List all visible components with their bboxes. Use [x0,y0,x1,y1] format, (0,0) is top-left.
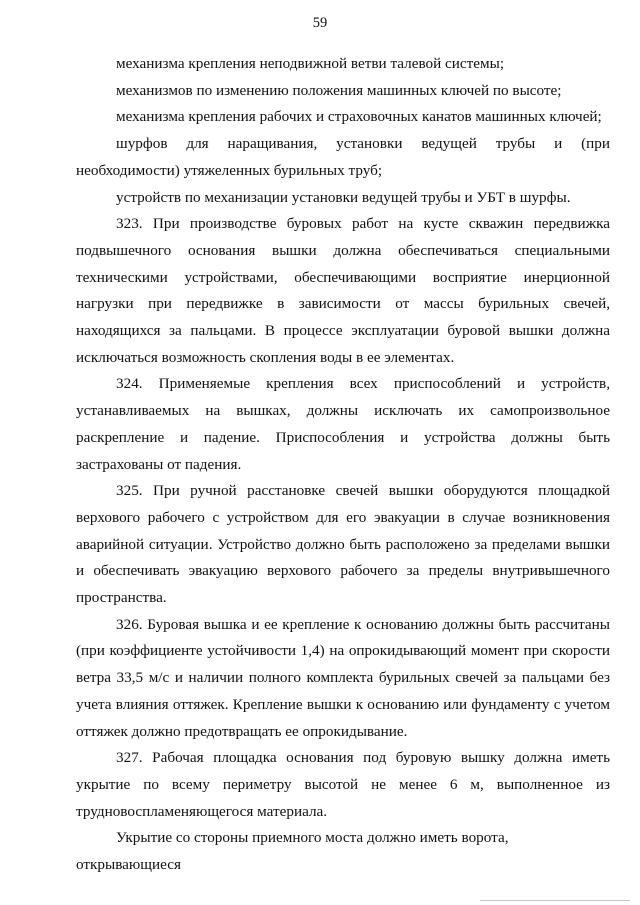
paragraph-clause-323: 323. При производстве буровых работ на кусте скважин передвижка подвышечного основания вышки должна обеспечиваться специальными техническими устройствами, обеспечивающими восприятие инерционной нагрузки при передвижке в зависимости от массы бурильных свечей, находящихся за пальцами. В процессе эксплуатации буровой вышки должна исключаться возможность скопления воды в ее элементах. [76,215,610,366]
paragraph-list-item-2: механизмов по изменению положения машинных ключей по высоте; [116,81,562,99]
paragraph-list-item-4: шурфов для наращивания, установки ведущей трубы и (при необходимости) утяжеленных бурильных труб; [76,135,610,179]
paragraph-clause-326: 326. Буровая вышка и ее крепление к основанию должны быть рассчитаны (при коэффициенте устойчивости 1,4) на опрокидывающий момент при скорости ветра 33,5 м/с и наличии полного комплекта бурильных свечей за пальцами без учета влияния оттяжек. Крепление вышки к основанию или фундаменту с учетом оттяжек должно предотвращать ее опрокидывание. [76,615,610,740]
document-body [76,51,610,879]
paragraph-clause-325: 325. При ручной расстановке свечей вышки оборудуются площадкой верхового рабочего с устройством для его эвакуации в случае возникновения аварийной ситуации. Устройство должно быть расположено за пределами вышки и обеспечивать эвакуацию верхового рабочего за пределы внутривышечного пространства. [76,482,610,607]
page-number: 59 [312,15,328,31]
paragraph-clause-324: 324. Применяемые крепления всех приспособлений и устройств, устанавливаемых на вышках, должны исключать их самопроизвольное раскрепление и падение. Приспособления и устройства должны быть застрахованы от падения. [76,375,610,473]
paragraph-list-item-1: механизма крепления неподвижной ветви талевой системы; [116,55,505,72]
paragraph-list-item-5: устройств по механизации установки ведущей трубы и УБТ в шурфы. [116,188,571,206]
paragraph-clause-327: 327. Рабочая площадка основания под буровую вышку должна иметь укрытие по всему периметру высотой не менее 6 м, выполненное из трудновоспламеняющегося материала. [76,749,610,820]
paragraph-continuation: Укрытие со стороны приемного моста должно иметь ворота, открывающиеся [76,829,509,874]
scan-edge-line [480,900,630,901]
paragraph-list-item-3: механизма крепления рабочих и страховочных канатов машинных ключей; [116,108,602,126]
